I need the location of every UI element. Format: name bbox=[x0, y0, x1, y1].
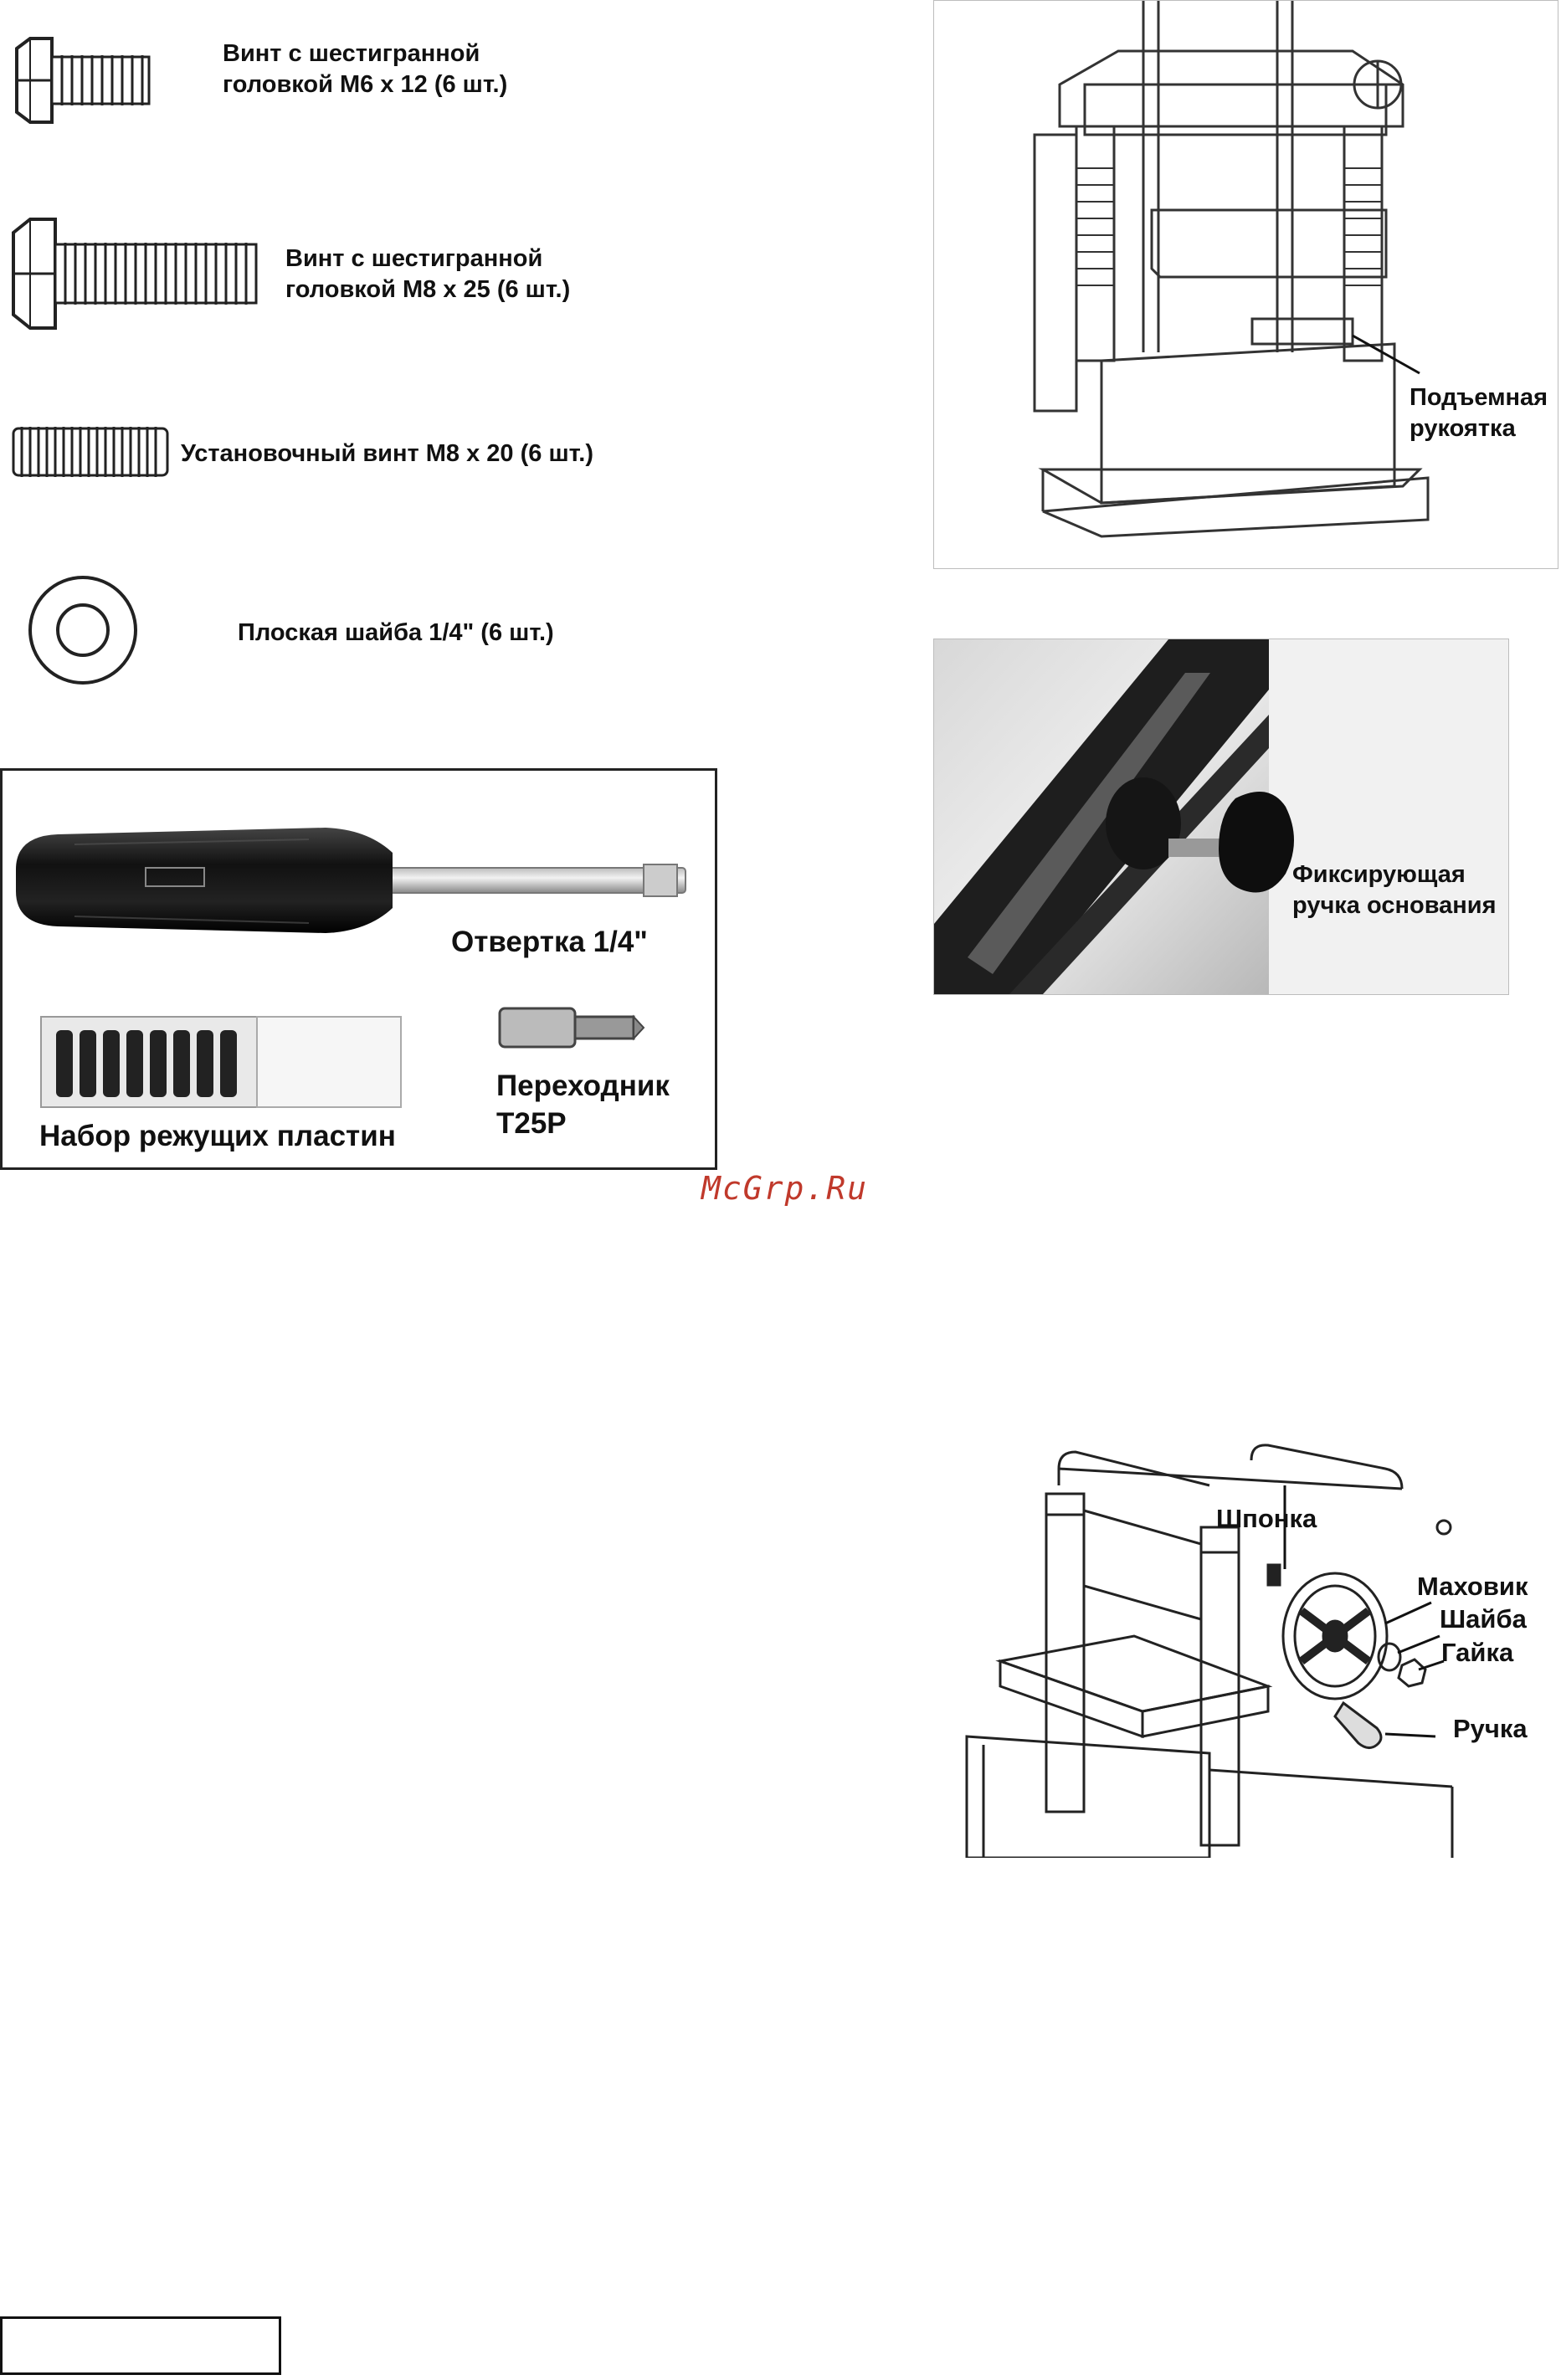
handwheel-diagram bbox=[933, 1435, 1557, 1858]
locking-knob-figure bbox=[933, 639, 1509, 995]
hardware-label-washer: Плоская шайба 1/4" (6 шт.) bbox=[238, 619, 554, 646]
set-screw-icon bbox=[10, 423, 171, 480]
lift-handle-label: Подъемная рукоятка bbox=[1410, 384, 1548, 443]
tools-photo bbox=[0, 768, 717, 1170]
diagram-label-washer: Шайба bbox=[1440, 1604, 1527, 1634]
locking-knob-label: Фиксирующая ручка основания bbox=[1292, 861, 1497, 920]
tool-label-adapter: Переходник T25P bbox=[496, 1069, 670, 1140]
washer-icon bbox=[25, 572, 141, 688]
bolt-m6-icon bbox=[12, 33, 154, 127]
hardware-label-m8: Винт с шестигранной головкой М8 х 25 (6 шт.) bbox=[285, 245, 571, 304]
planer-illustration bbox=[934, 1, 1558, 568]
base-photo-right bbox=[1269, 639, 1508, 994]
diagram-label-nut: Гайка bbox=[1441, 1638, 1514, 1667]
base-photo bbox=[934, 639, 1269, 994]
tool-label-inserts: Набор режущих пластин bbox=[39, 1120, 396, 1152]
page-number-box bbox=[0, 2316, 281, 2375]
watermark: McGrp.Ru bbox=[701, 1170, 869, 1207]
hardware-label-m6: Винт с шестигранной головкой М6 х 12 (6 шт.) bbox=[223, 40, 508, 99]
tool-label-screwdriver: Отвертка 1/4" bbox=[451, 926, 648, 958]
lift-handle-figure bbox=[933, 0, 1558, 569]
diagram-label-handle: Ручка bbox=[1453, 1714, 1528, 1743]
hardware-label-set-screw: Установочный винт М8 х 20 (6 шт.) bbox=[181, 440, 593, 467]
diagram-label-handwheel: Маховик bbox=[1417, 1572, 1528, 1601]
diagram-label-key: Шпонка bbox=[1216, 1504, 1317, 1533]
inserts-box-icon bbox=[39, 1012, 408, 1112]
adapter-bit-icon bbox=[496, 998, 647, 1057]
bolt-m8-icon bbox=[10, 216, 261, 331]
